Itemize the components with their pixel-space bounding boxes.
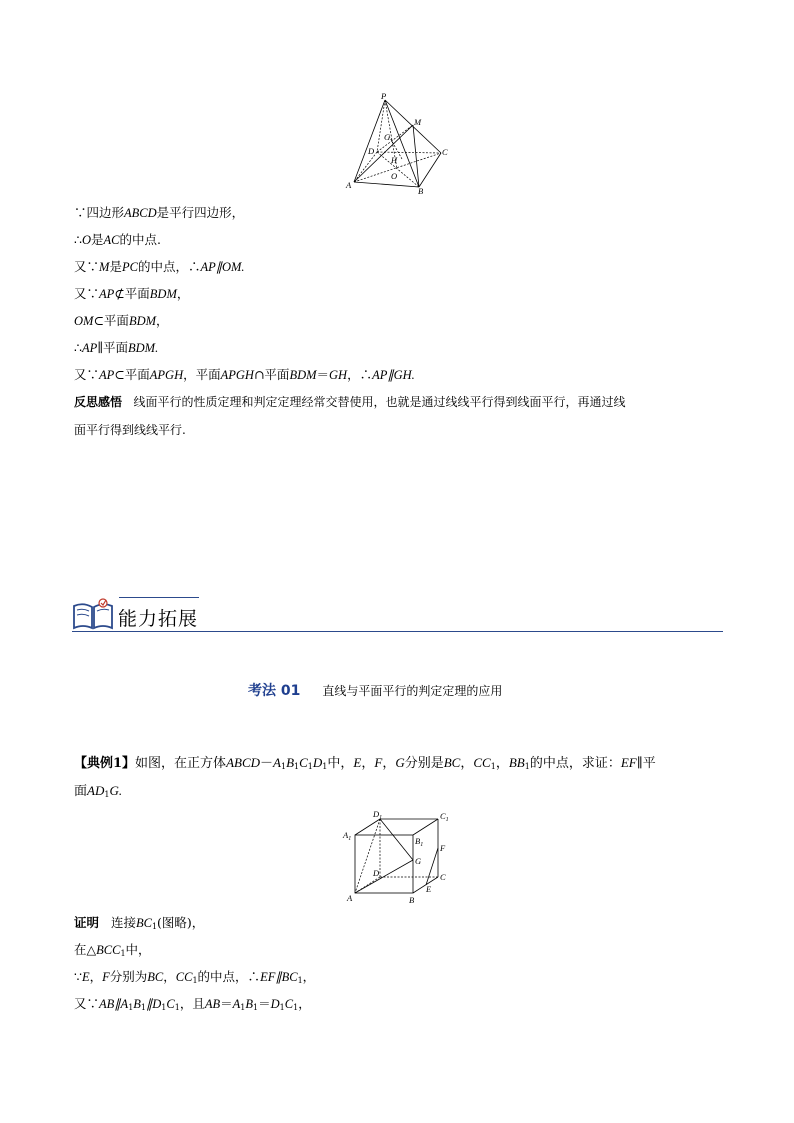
- proof-line-2: ∴O是AC的中点.: [74, 232, 161, 247]
- label-B: B: [409, 895, 415, 905]
- label-B: B: [418, 186, 424, 194]
- proof-line-1: ∵四边形ABCD是平行四边形，: [74, 205, 245, 220]
- example-question-line-1: 【典例1】如图，在正方体$ABCD-A_1B_1C_1D_1$中，E，F，G分别是BC，$CC_1$，$BB_1$的中点，求证：EF∥平: [74, 755, 656, 771]
- cube-figure: [340, 808, 455, 908]
- example-tag: 【典例1】: [74, 756, 136, 771]
- label-E: E: [426, 884, 432, 894]
- proof-line-5: OM⊂平面BDM，: [74, 313, 169, 328]
- label-D1: $D_1$: [373, 809, 383, 821]
- proof2-line-2: 在$\triangle BCC_1$中，: [74, 942, 151, 958]
- section-rule: [72, 631, 723, 632]
- open-book-icon: [72, 598, 114, 632]
- pyramid-figure: [340, 92, 455, 194]
- example-question-line-2: 面$AD_1G$.: [74, 783, 123, 799]
- label-A1: $A_1$: [343, 830, 352, 842]
- label-C1: $C_1$: [440, 811, 449, 823]
- proof2-line-1: 证明 连接$BC_1$(图略)，: [74, 915, 205, 931]
- reflection-line-1: 反思感悟 线面平行的性质定理和判定定理经常交替使用，也就是通过线线平行得到线面平行，再通过线: [74, 395, 626, 409]
- label-D: D: [373, 868, 380, 878]
- proof-line-6: ∴AP∥平面BDM.: [74, 340, 159, 355]
- label-G: G: [415, 856, 422, 866]
- proof-line-3: 又∵M是PC的中点，∴AP∥OM.: [74, 259, 245, 274]
- kaofa-topic: 直线与平面平行的判定定理的应用: [322, 684, 503, 698]
- reflection-label: 反思感悟: [74, 395, 123, 409]
- label-A: A: [347, 893, 353, 903]
- reflection-line-2: 面平行得到线线平行.: [74, 423, 186, 437]
- label-C: C: [442, 147, 448, 157]
- section-top-rule: [119, 597, 199, 598]
- label-F: F: [440, 843, 446, 853]
- label-B1: $B_1$: [415, 836, 424, 848]
- label-G: G: [384, 132, 391, 142]
- label-P: P: [381, 92, 387, 101]
- label-O: O: [391, 171, 398, 181]
- proof2-line-4: 又$\because AB\parallel A_1B_1\parallel D_1C_1$，且$AB=A_1B_1=D_1C_1$，: [74, 996, 311, 1012]
- label-D: D: [368, 146, 375, 156]
- proof2-line-3: ∵E，F分别为BC，$CC_1$的中点，$\therefore EF\parallel BC_1$，: [74, 969, 316, 985]
- kaofa-label: 考法 01: [248, 683, 301, 699]
- proof-line-7: 又∵AP⊂平面APGH，平面APGH∩平面BDM＝GH，∴AP∥GH.: [74, 367, 415, 382]
- kaofa-heading: [248, 680, 502, 700]
- label-A: A: [346, 180, 352, 190]
- label-H: H: [391, 155, 398, 165]
- label-C: C: [440, 872, 446, 882]
- proof-line-4: 又∵AP⊄平面BDM，: [74, 286, 190, 301]
- section-title: 能力拓展: [118, 608, 199, 630]
- label-M: M: [414, 117, 422, 127]
